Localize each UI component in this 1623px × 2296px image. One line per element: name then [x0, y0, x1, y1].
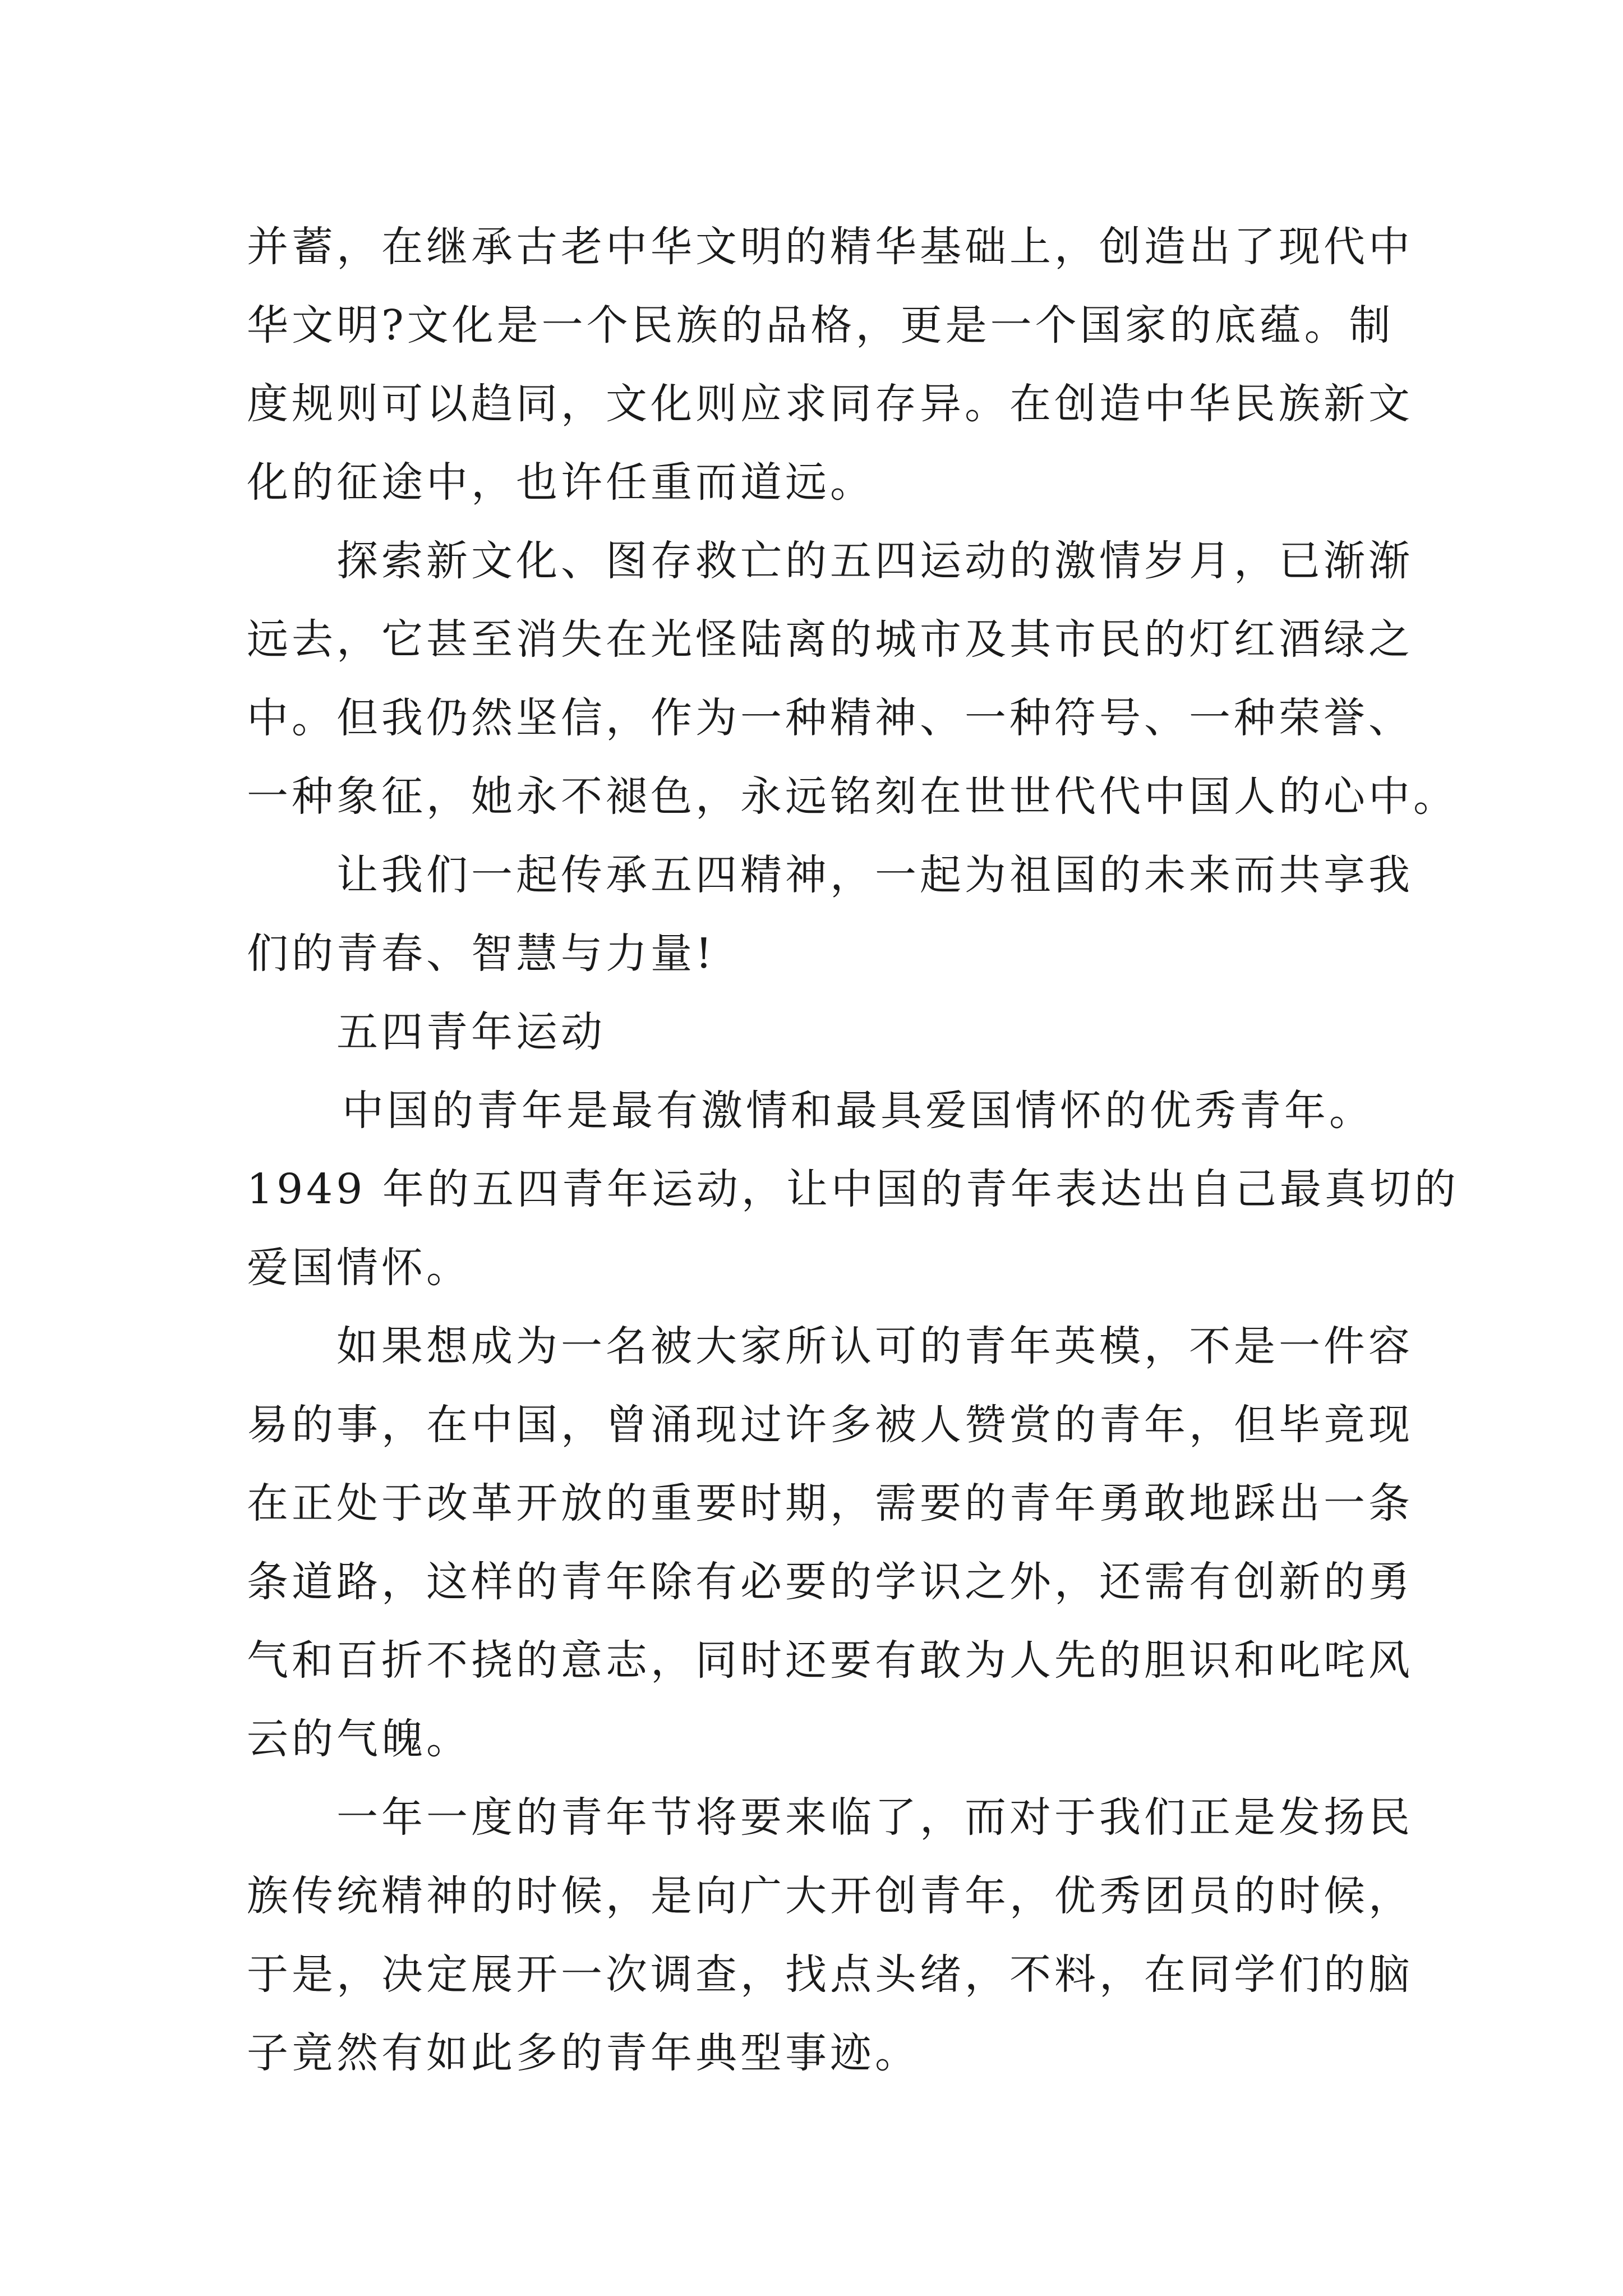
text-line: 度规则可以趋同，文化则应求同存异。在创造中华民族新文: [247, 380, 1413, 428]
text-line: 一种象征，她永不褪色，永远铭刻在世世代代中国人的心中。: [247, 772, 1458, 821]
text-line: 华文明?文化是一个民族的品格，更是一个国家的底蕴。制: [247, 301, 1394, 349]
paragraph-1: [247, 208, 1413, 522]
text-line: 们的青春、智慧与力量!: [247, 930, 716, 978]
text-line: 云的气魄。: [247, 1715, 471, 1763]
text-line: 在正处于改革开放的重要时期，需要的青年勇敢地踩出一条: [247, 1479, 1413, 1527]
text-line: 气和百折不挠的意志，同时还要有敢为人先的胆识和叱咤风: [247, 1636, 1413, 1685]
document-body: [247, 208, 1459, 2092]
text-line: 易的事，在中国，曾涌现过许多被人赞赏的青年，但毕竟现: [247, 1401, 1413, 1449]
text-line: 中国的青年是最有激情和最具爱国情怀的优秀青年。: [342, 1087, 1374, 1135]
text-line: 一年一度的青年节将要来临了，而对于我们正是发扬民: [336, 1793, 1413, 1842]
text-line: 探索新文化、图存救亡的五四运动的激情岁月，已渐渐: [336, 537, 1413, 585]
text-line: 并蓄，在继承古老中华文明的精华基础上，创造出了现代中: [247, 223, 1413, 271]
heading-text: 五四青年运动: [336, 1008, 606, 1056]
paragraph-6: [247, 1778, 1413, 2092]
text-line: 条道路，这样的青年除有必要的学识之外，还需有创新的勇: [247, 1558, 1413, 1606]
text-line: 中。但我仍然坚信，作为一种精神、一种符号、一种荣誉、: [247, 694, 1413, 742]
text-line: 于是，决定展开一次调查，找点头绪，不料，在同学们的脑: [247, 1950, 1413, 1999]
text-line: 1949 年的五四青年运动，让中国的青年表达出自己最真切的: [247, 1165, 1459, 1213]
text-line: 远去，它甚至消失在光怪陆离的城市及其市民的灯红酒绿之: [247, 615, 1413, 664]
paragraph-2: [247, 522, 1458, 836]
text-line: 让我们一起传承五四精神，一起为祖国的未来而共享我: [336, 851, 1413, 899]
paragraph-5: [247, 1307, 1413, 1778]
paragraph-4: [247, 1071, 1459, 1307]
section-heading: [247, 993, 1396, 1071]
text-line: 族传统精神的时候，是向广大开创青年，优秀团员的时候，: [247, 1872, 1413, 1920]
text-line: 化的征途中，也许任重而道远。: [247, 458, 875, 507]
text-line: 如果想成为一名被大家所认可的青年英模，不是一件容: [336, 1322, 1413, 1370]
paragraph-3: [247, 836, 1413, 993]
text-line: 爱国情怀。: [247, 1244, 471, 1292]
text-line: 子竟然有如此多的青年典型事迹。: [247, 2029, 920, 2077]
